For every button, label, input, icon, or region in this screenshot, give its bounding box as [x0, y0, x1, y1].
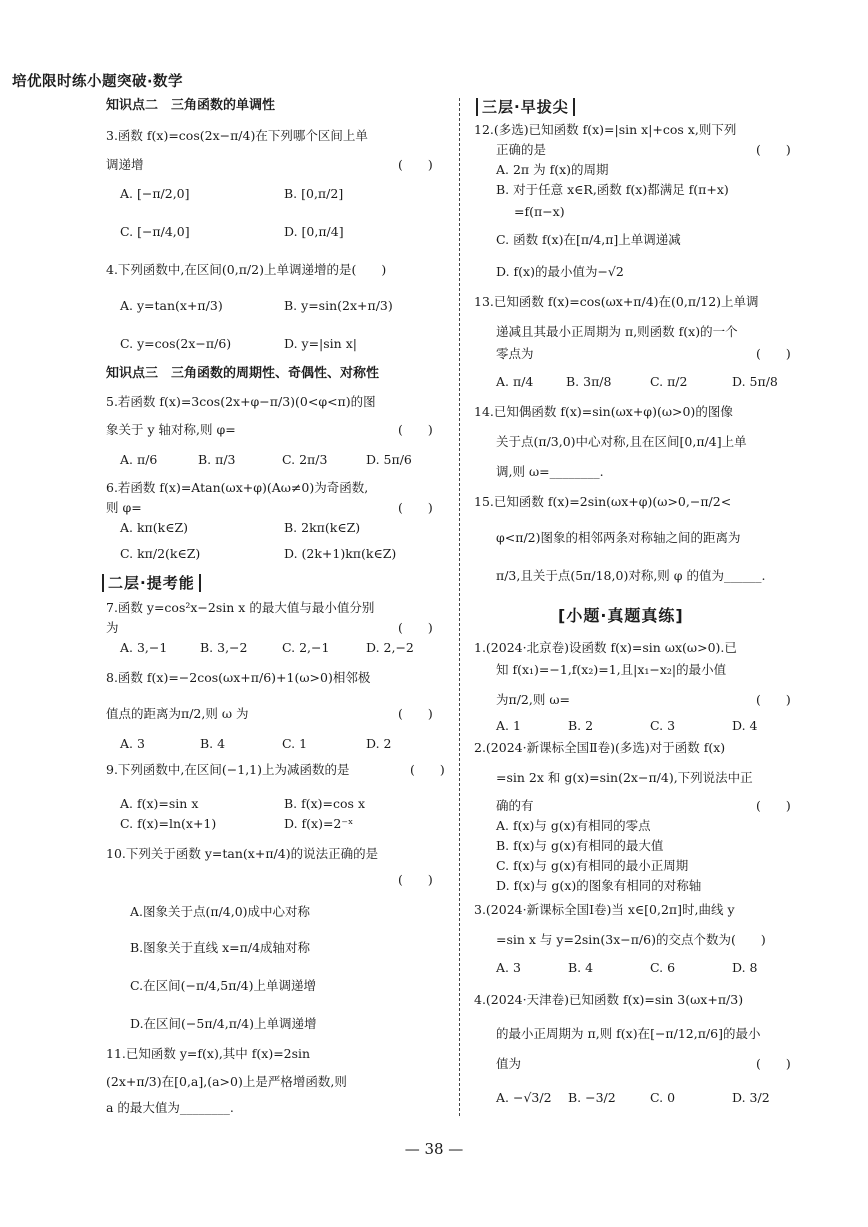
option-a: A. π/6 — [120, 452, 158, 467]
q7-line2: 为 — [106, 620, 119, 635]
option-d: D. 3/2 — [732, 1090, 770, 1105]
option-c: C. f(x)=ln(x+1) — [120, 816, 217, 831]
option-d: D. f(x)=2⁻ˣ — [284, 816, 354, 831]
option-c: C. 2π/3 — [282, 452, 328, 467]
option-d: D. 8 — [732, 960, 758, 975]
q11-line3: a 的最大值为________. — [106, 1100, 234, 1115]
option-d: D.在区间(−5π/4,π/4)上单调递增 — [130, 1016, 317, 1031]
option-d: D. 2,−2 — [366, 640, 414, 655]
option-d: D. [0,π/4] — [284, 224, 344, 239]
section-heading: 知识点二 三角函数的单调性 — [106, 98, 276, 113]
option-c: C. 6 — [650, 960, 676, 975]
page-header-title: 培优限时练小题突破·数学 — [12, 74, 184, 90]
r4-line2: 的最小正周期为 π,则 f(x)在[−π/12,π/6]的最小 — [496, 1026, 761, 1041]
q5-line2: 象关于 y 轴对称,则 φ= — [106, 422, 236, 437]
answer-paren: ( ) — [398, 706, 433, 721]
answer-paren: ( ) — [398, 872, 433, 887]
option-b-line2: =f(π−x) — [514, 204, 565, 219]
r2-line2: =sin 2x 和 g(x)=sin(2x−π/4),下列说法中正 — [496, 770, 753, 785]
r1-line3: 为π/2,则 ω= — [496, 692, 570, 707]
option-c: C. 2,−1 — [282, 640, 330, 655]
option-b: B. [0,π/2] — [284, 186, 344, 201]
r3-line2: =sin x 与 y=2sin(3x−π/6)的交点个数为( ) — [496, 932, 766, 947]
section-heading: 知识点三 三角函数的周期性、奇偶性、对称性 — [106, 366, 380, 381]
q11-line2: (2x+π/3)在[0,a],(a>0)上是严格增函数,则 — [106, 1074, 347, 1089]
r1-line1: 1.(2024·北京卷)设函数 f(x)=sin ωx(ω>0).已 — [474, 640, 737, 655]
option-b-line1: B. 对于任意 x∈R,函数 f(x)都满足 f(π+x) — [496, 182, 729, 197]
option-c: C. f(x)与 g(x)有相同的最小正周期 — [496, 858, 689, 873]
option-d: D. f(x)与 g(x)的图象有相同的对称轴 — [496, 878, 702, 893]
section-title-real-exam: [小题·真题真练] — [558, 606, 684, 625]
r3-line1: 3.(2024·新课标全国Ⅰ卷)当 x∈[0,2π]时,曲线 y — [474, 902, 735, 917]
q12-line2: 正确的是 — [496, 142, 547, 157]
q14-line2: 关于点(π/3,0)中心对称,且在区间[0,π/4]上单 — [496, 434, 747, 449]
option-c: C.在区间(−π/4,5π/4)上单调递增 — [130, 978, 317, 993]
q13-line2: 递减且其最小正周期为 π,则函数 f(x)的一个 — [496, 324, 738, 339]
q14-line3: 调,则 ω=________. — [496, 464, 604, 479]
option-d: D. 2 — [366, 736, 392, 751]
q15-line3: π/3,且关于点(5π/18,0)对称,则 φ 的值为______. — [496, 568, 766, 583]
answer-paren: ( ) — [398, 422, 433, 437]
option-a: A. 3 — [496, 960, 521, 975]
option-a: A. π/4 — [496, 374, 534, 389]
answer-paren: ( ) — [756, 798, 791, 813]
answer-paren: ( ) — [756, 1056, 791, 1071]
option-b: B. 4 — [568, 960, 594, 975]
q10-line1: 10.下列关于函数 y=tan(x+π/4)的说法正确的是 — [106, 846, 379, 861]
q13-line3: 零点为 — [496, 346, 534, 361]
answer-paren: ( ) — [756, 692, 791, 707]
option-b: B. y=sin(2x+π/3) — [284, 298, 393, 313]
r4-line1: 4.(2024·天津卷)已知函数 f(x)=sin 3(ωx+π/3) — [474, 992, 744, 1007]
q14-line1: 14.已知偶函数 f(x)=sin(ωx+φ)(ω>0)的图像 — [474, 404, 733, 419]
option-b: B. 4 — [200, 736, 226, 751]
q8-line2: 值点的距离为π/2,则 ω 为 — [106, 706, 249, 721]
q8-line1: 8.函数 f(x)=−2cos(ωx+π/6)+1(ω>0)相邻极 — [106, 670, 371, 685]
option-b: B. f(x)=cos x — [284, 796, 365, 811]
q15-line1: 15.已知函数 f(x)=2sin(ωx+φ)(ω>0,−π/2< — [474, 494, 732, 509]
option-c: C. kπ/2(k∈Z) — [120, 546, 201, 561]
q13-line1: 13.已知函数 f(x)=cos(ωx+π/4)在(0,π/12)上单调 — [474, 294, 759, 309]
page-number: — 38 — — [404, 1140, 464, 1158]
section-title-text: 小题·真题真练 — [566, 606, 676, 625]
q11-line1: 11.已知函数 y=f(x),其中 f(x)=2sin — [106, 1046, 311, 1061]
answer-paren: ( ) — [410, 762, 445, 777]
r4-line3: 值为 — [496, 1056, 522, 1071]
column-divider — [459, 98, 460, 1116]
q4-line1: 4.下列函数中,在区间(0,π/2)上单调递增的是( ) — [106, 262, 387, 277]
option-a: A. kπ(k∈Z) — [120, 520, 189, 535]
option-c: C. 3 — [650, 718, 676, 733]
option-d: D. 5π/8 — [732, 374, 778, 389]
option-a: A. y=tan(x+π/3) — [120, 298, 223, 313]
answer-paren: ( ) — [756, 142, 791, 157]
option-d: D. 5π/6 — [366, 452, 412, 467]
r2-line3: 确的有 — [496, 798, 534, 813]
option-c: C. π/2 — [650, 374, 688, 389]
option-c: C. 0 — [650, 1090, 676, 1105]
q15-line2: φ<π/2)图象的相邻两条对称轴之间的距离为 — [496, 530, 741, 545]
answer-paren: ( ) — [756, 346, 791, 361]
option-d: D. (2k+1)kπ(k∈Z) — [284, 546, 397, 561]
option-a: A. f(x)与 g(x)有相同的零点 — [496, 818, 651, 833]
option-b: B. 3,−2 — [200, 640, 248, 655]
option-a: A. 1 — [496, 718, 521, 733]
option-c: C. [−π/4,0] — [120, 224, 190, 239]
option-c: C. y=cos(2x−π/6) — [120, 336, 232, 351]
option-d: D. y=|sin x| — [284, 336, 357, 351]
option-b: B. −3/2 — [568, 1090, 616, 1105]
q6-line2: 则 φ= — [106, 500, 142, 515]
q5-line1: 5.若函数 f(x)=3cos(2x+φ−π/3)(0<φ<π)的图 — [106, 394, 376, 409]
option-a: A. f(x)=sin x — [120, 796, 199, 811]
answer-paren: ( ) — [398, 500, 433, 515]
option-a: A.图象关于点(π/4,0)成中心对称 — [130, 904, 311, 919]
q3-line2: 调递增 — [106, 157, 144, 172]
layer-three-banner: 三层·早拔尖 — [476, 98, 575, 116]
answer-paren: ( ) — [398, 620, 433, 635]
q7-line1: 7.函数 y=cos²x−2sin x 的最大值与最小值分别 — [106, 600, 375, 615]
option-a: A. 3 — [120, 736, 145, 751]
option-c: C. 函数 f(x)在[π/4,π]上单调递减 — [496, 232, 681, 247]
answer-paren: ( ) — [398, 157, 433, 172]
option-d: D. f(x)的最小值为−√2 — [496, 264, 624, 279]
r2-line1: 2.(2024·新课标全国Ⅱ卷)(多选)对于函数 f(x) — [474, 740, 726, 755]
r1-line2: 知 f(x₁)=−1,f(x₂)=1,且|x₁−x₂|的最小值 — [496, 662, 727, 677]
option-b: B.图象关于直线 x=π/4成轴对称 — [130, 940, 311, 955]
option-b: B. 2kπ(k∈Z) — [284, 520, 361, 535]
layer-two-banner: 二层·提考能 — [102, 574, 201, 592]
option-a: A. 3,−1 — [120, 640, 168, 655]
q3-line1: 3.函数 f(x)=cos(2x−π/4)在下列哪个区间上单 — [106, 128, 368, 143]
option-b: B. f(x)与 g(x)有相同的最大值 — [496, 838, 664, 853]
q6-line1: 6.若函数 f(x)=Atan(ωx+φ)(Aω≠0)为奇函数, — [106, 480, 369, 495]
q9-line1: 9.下列函数中,在区间(−1,1)上为减函数的是 — [106, 762, 350, 777]
q12-line1: 12.(多选)已知函数 f(x)=|sin x|+cos x,则下列 — [474, 122, 737, 137]
option-b: B. 2 — [568, 718, 594, 733]
option-a: A. 2π 为 f(x)的周期 — [496, 162, 609, 177]
option-b: B. 3π/8 — [566, 374, 612, 389]
option-a: A. [−π/2,0] — [120, 186, 190, 201]
option-a: A. −√3/2 — [496, 1090, 552, 1105]
option-d: D. 4 — [732, 718, 758, 733]
option-c: C. 1 — [282, 736, 308, 751]
option-b: B. π/3 — [198, 452, 236, 467]
